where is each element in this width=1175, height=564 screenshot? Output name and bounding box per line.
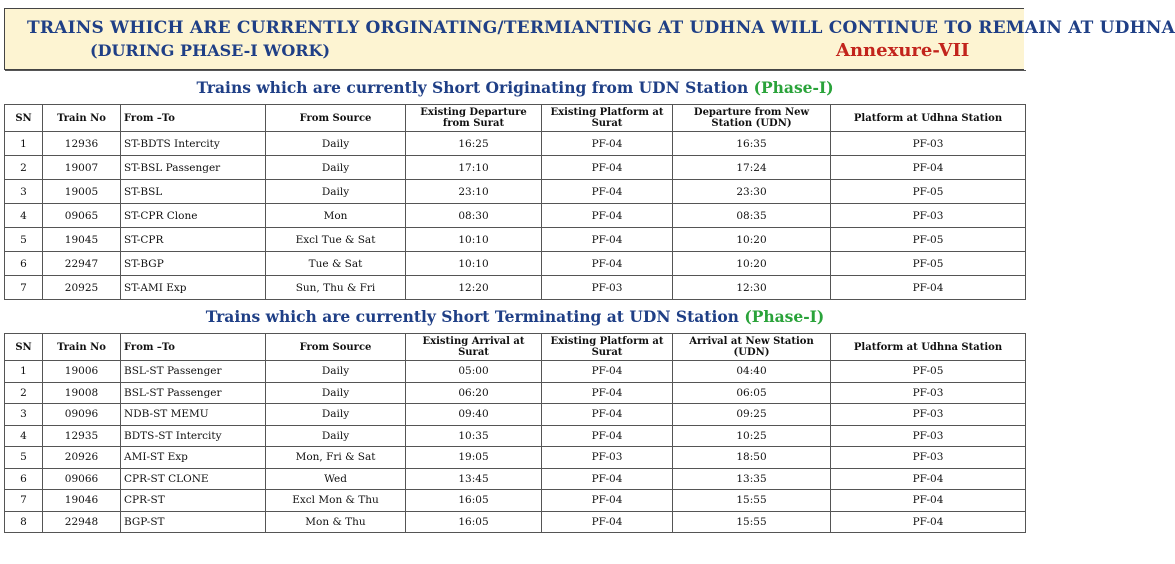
table-cell: PF-04 (542, 204, 673, 228)
table-cell: 17:24 (673, 156, 831, 180)
table-cell: PF-04 (831, 490, 1026, 512)
table-cell: 4 (5, 204, 43, 228)
table-cell: PF-04 (542, 252, 673, 276)
annexure-document (4, 8, 1175, 533)
table-cell: ST-AMI Exp (121, 276, 266, 300)
table-cell: Daily (266, 361, 406, 383)
table-cell: AMI-ST Exp (121, 447, 266, 469)
table-cell: ST-BGP (121, 252, 266, 276)
table-cell: 09:40 (406, 404, 542, 426)
column-header: From –To (121, 334, 266, 361)
table-cell: 19006 (43, 361, 121, 383)
table-cell: 5 (5, 228, 43, 252)
table-cell: ST-CPR Clone (121, 204, 266, 228)
table-cell: 16:35 (673, 132, 831, 156)
table-cell: NDB-ST MEMU (121, 404, 266, 426)
table-cell: 16:05 (406, 511, 542, 533)
column-header: Platform at Udhna Station (831, 105, 1026, 132)
table-cell: 20926 (43, 447, 121, 469)
table-cell: 13:45 (406, 468, 542, 490)
table-cell: PF-04 (831, 276, 1026, 300)
table-cell: PF-04 (831, 511, 1026, 533)
table-cell: PF-03 (831, 404, 1026, 426)
table-cell: Excl Tue & Sat (266, 228, 406, 252)
column-header: Train No (43, 105, 121, 132)
table-cell: Mon, Fri & Sat (266, 447, 406, 469)
table-cell: 2 (5, 156, 43, 180)
table-cell: PF-04 (831, 156, 1026, 180)
annexure-label: Annexure-VII (836, 40, 970, 61)
table-cell: 04:40 (673, 361, 831, 383)
table-cell: Sun, Thu & Fri (266, 276, 406, 300)
table-cell: 08:35 (673, 204, 831, 228)
table-cell: Daily (266, 156, 406, 180)
column-header: Platform at Udhna Station (831, 334, 1026, 361)
table-cell: 7 (5, 490, 43, 512)
trains-table (4, 70, 1026, 533)
column-header: Train No (43, 334, 121, 361)
originating-section-heading (5, 71, 1026, 105)
table-cell: PF-04 (831, 468, 1026, 490)
table-row (5, 252, 1026, 276)
table-cell: 19045 (43, 228, 121, 252)
table-cell: ST-BSL Passenger (121, 156, 266, 180)
table-cell: 3 (5, 404, 43, 426)
table-cell: 7 (5, 276, 43, 300)
table-cell: CPR-ST CLONE (121, 468, 266, 490)
table-cell: 12935 (43, 425, 121, 447)
terminating-phase: (Phase-I) (744, 307, 825, 326)
table-row (5, 132, 1026, 156)
table-cell: 19046 (43, 490, 121, 512)
table-cell: Daily (266, 404, 406, 426)
table-cell: Mon (266, 204, 406, 228)
column-header: From –To (121, 105, 266, 132)
column-header: From Source (266, 105, 406, 132)
table-row (5, 361, 1026, 383)
table-cell: 10:20 (673, 228, 831, 252)
column-header: Arrival at New Station (UDN) (673, 334, 831, 361)
table-cell: PF-04 (542, 425, 673, 447)
originating-column-header-row (5, 105, 1026, 132)
table-row (5, 180, 1026, 204)
table-cell: 2 (5, 382, 43, 404)
table-cell: PF-04 (542, 228, 673, 252)
table-cell: ST-CPR (121, 228, 266, 252)
table-cell: 22948 (43, 511, 121, 533)
table-cell: Wed (266, 468, 406, 490)
table-cell: PF-03 (831, 447, 1026, 469)
table-cell: 15:55 (673, 490, 831, 512)
table-cell: 13:35 (673, 468, 831, 490)
column-header: Existing Platform at Surat (542, 105, 673, 132)
table-cell: 22947 (43, 252, 121, 276)
table-cell: 10:10 (406, 252, 542, 276)
table-cell: Mon & Thu (266, 511, 406, 533)
table-cell: PF-04 (542, 468, 673, 490)
table-cell: 19007 (43, 156, 121, 180)
table-row (5, 276, 1026, 300)
table-cell: BSL-ST Passenger (121, 361, 266, 383)
table-cell: 16:05 (406, 490, 542, 512)
table-cell: PF-04 (542, 361, 673, 383)
table-cell: 18:50 (673, 447, 831, 469)
table-cell: 06:05 (673, 382, 831, 404)
table-row (5, 156, 1026, 180)
table-cell: PF-04 (542, 180, 673, 204)
table-cell: 23:10 (406, 180, 542, 204)
table-cell: PF-05 (831, 252, 1026, 276)
table-cell: 19:05 (406, 447, 542, 469)
table-cell: 12:20 (406, 276, 542, 300)
table-cell: 1 (5, 132, 43, 156)
table-cell: 20925 (43, 276, 121, 300)
table-cell: PF-04 (542, 404, 673, 426)
table-cell: 05:00 (406, 361, 542, 383)
table-cell: 4 (5, 425, 43, 447)
table-cell: 6 (5, 468, 43, 490)
terminating-column-header-row (5, 334, 1026, 361)
table-cell: 15:55 (673, 511, 831, 533)
table-cell: PF-03 (831, 204, 1026, 228)
table-cell: PF-04 (542, 156, 673, 180)
table-cell: PF-04 (542, 382, 673, 404)
table-cell: Daily (266, 132, 406, 156)
table-cell: PF-03 (542, 447, 673, 469)
originating-phase: (Phase-I) (753, 78, 834, 97)
table-cell: ST-BDTS Intercity (121, 132, 266, 156)
table-cell: ST-BSL (121, 180, 266, 204)
terminating-section-heading (5, 300, 1026, 334)
table-cell: 19005 (43, 180, 121, 204)
column-header: Existing Departure from Surat (406, 105, 542, 132)
terminating-heading: Trains which are currently Short Terminating at UDN Station (205, 307, 739, 326)
table-cell: PF-04 (542, 132, 673, 156)
table-row (5, 204, 1026, 228)
table-cell: PF-04 (542, 511, 673, 533)
table-cell: 23:30 (673, 180, 831, 204)
table-cell: 10:25 (673, 425, 831, 447)
column-header: Departure from New Station (UDN) (673, 105, 831, 132)
table-cell: Tue & Sat (266, 252, 406, 276)
table-cell: 06:20 (406, 382, 542, 404)
column-header: Existing Platform at Surat (542, 334, 673, 361)
table-cell: 19008 (43, 382, 121, 404)
document-subtitle: (DURING PHASE-I WORK) (90, 41, 331, 60)
table-cell: Daily (266, 180, 406, 204)
table-cell: 5 (5, 447, 43, 469)
table-cell: Excl Mon & Thu (266, 490, 406, 512)
table-row (5, 468, 1026, 490)
table-cell: PF-05 (831, 228, 1026, 252)
table-row (5, 490, 1026, 512)
table-row (5, 382, 1026, 404)
table-cell: PF-03 (542, 276, 673, 300)
table-row (5, 228, 1026, 252)
table-cell: BSL-ST Passenger (121, 382, 266, 404)
table-cell: 09065 (43, 204, 121, 228)
table-row (5, 447, 1026, 469)
column-header: Existing Arrival at Surat (406, 334, 542, 361)
table-cell: 17:10 (406, 156, 542, 180)
table-cell: PF-04 (542, 490, 673, 512)
column-header: SN (5, 105, 43, 132)
table-cell: Daily (266, 425, 406, 447)
table-cell: 10:20 (673, 252, 831, 276)
table-cell: PF-03 (831, 132, 1026, 156)
table-cell: 1 (5, 361, 43, 383)
table-cell: 09:25 (673, 404, 831, 426)
document-header (4, 8, 1175, 70)
table-cell: 10:35 (406, 425, 542, 447)
table-cell: PF-05 (831, 180, 1026, 204)
table-cell: BGP-ST (121, 511, 266, 533)
table-cell: PF-05 (831, 361, 1026, 383)
table-cell: PF-03 (831, 425, 1026, 447)
originating-heading: Trains which are currently Short Originating from UDN Station (196, 78, 749, 97)
table-row (5, 511, 1026, 533)
table-cell: 12:30 (673, 276, 831, 300)
table-cell: 08:30 (406, 204, 542, 228)
table-row (5, 404, 1026, 426)
table-cell: Daily (266, 382, 406, 404)
table-cell: 10:10 (406, 228, 542, 252)
column-header: From Source (266, 334, 406, 361)
table-cell: 16:25 (406, 132, 542, 156)
table-cell: BDTS-ST Intercity (121, 425, 266, 447)
table-row (5, 425, 1026, 447)
table-cell: 09066 (43, 468, 121, 490)
table-cell: CPR-ST (121, 490, 266, 512)
column-header: SN (5, 334, 43, 361)
table-cell: 6 (5, 252, 43, 276)
document-title: TRAINS WHICH ARE CURRENTLY ORGINATING/TERMIANTING AT UDHNA WILL CONTINUE TO REMAIN AT UDHNA (27, 18, 1175, 38)
table-cell: PF-03 (831, 382, 1026, 404)
table-cell: 12936 (43, 132, 121, 156)
table-cell: 8 (5, 511, 43, 533)
table-cell: 09096 (43, 404, 121, 426)
table-cell: 3 (5, 180, 43, 204)
